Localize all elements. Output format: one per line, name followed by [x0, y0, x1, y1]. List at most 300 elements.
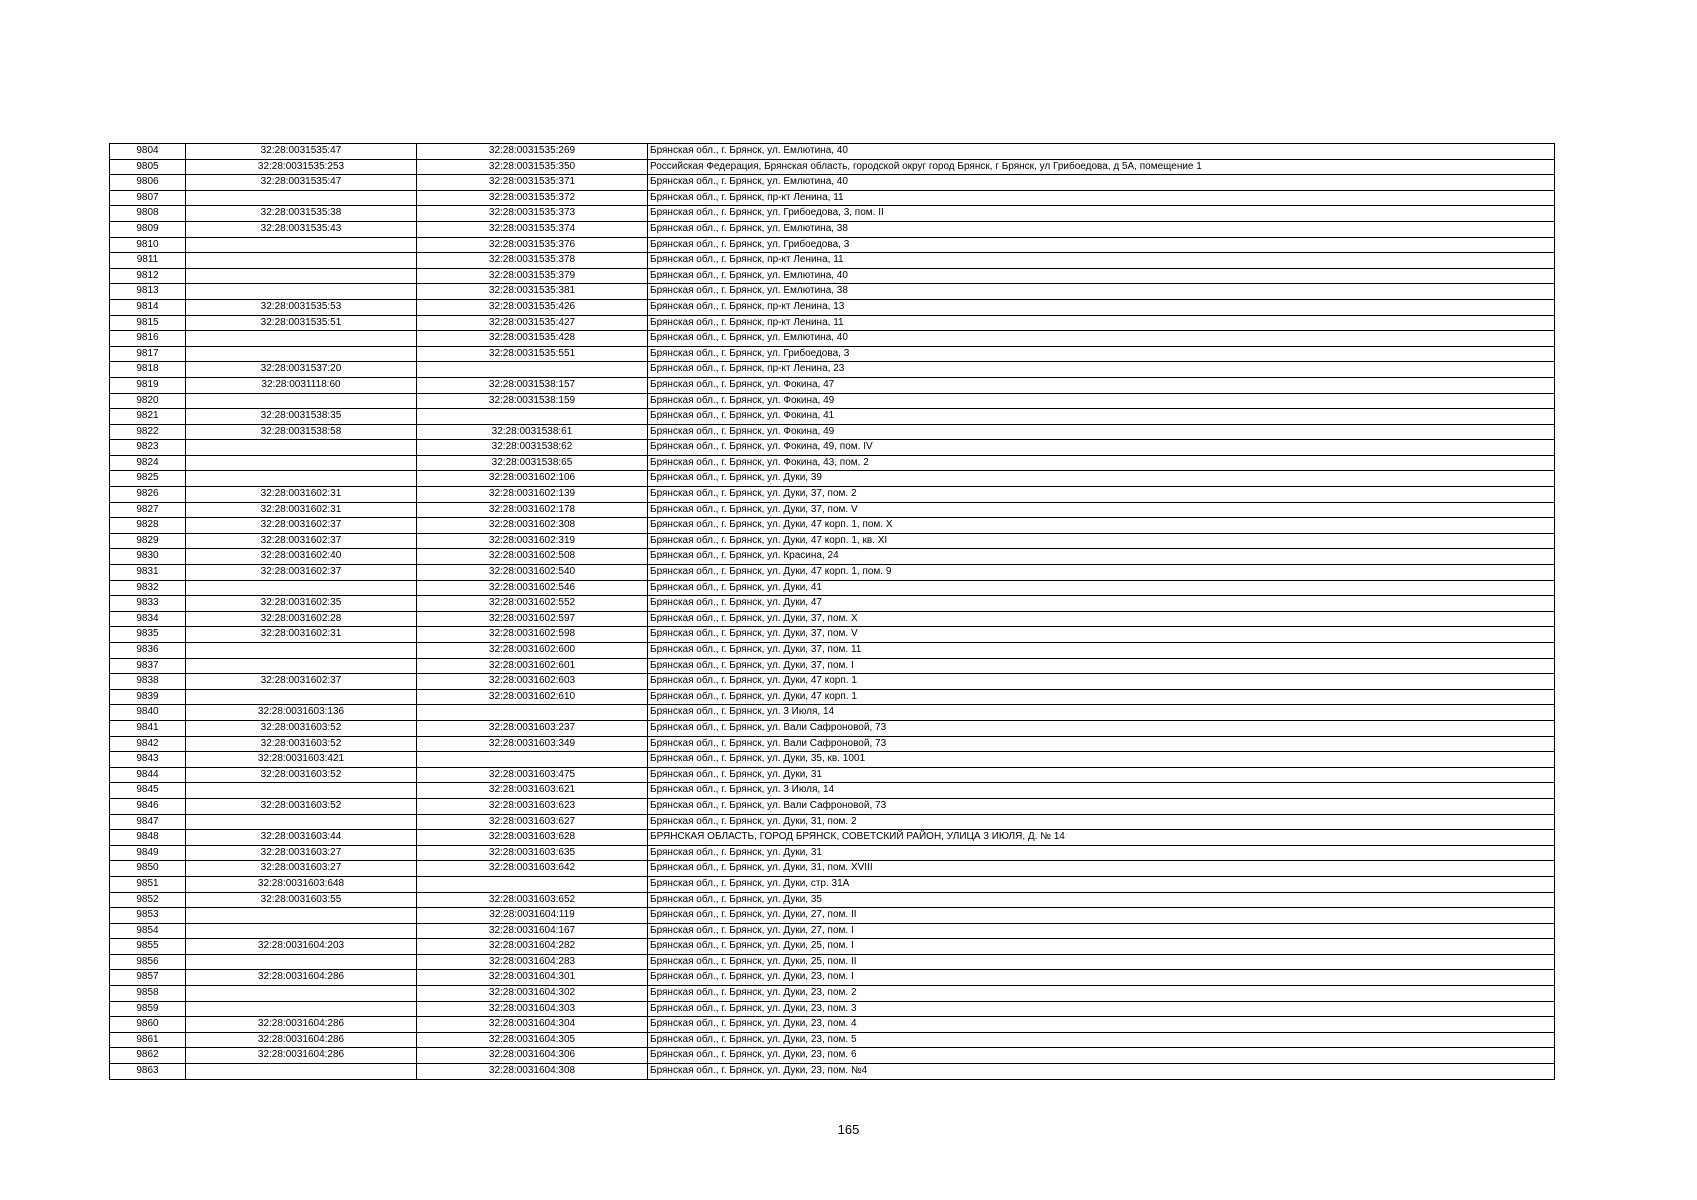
row-number-cell: 9834	[110, 611, 186, 627]
land-cadastral-number-cell: 32:28:0031538:58	[186, 424, 417, 440]
object-cadastral-number-cell: 32:28:0031602:308	[417, 518, 648, 534]
table-row	[110, 346, 1555, 362]
land-cadastral-number-cell: 32:28:0031604:203	[186, 939, 417, 955]
address-cell: Брянская обл., г. Брянск, пр-кт Ленина, 11	[648, 315, 1555, 331]
land-cadastral-number-cell	[186, 284, 417, 300]
land-cadastral-number-cell	[186, 393, 417, 409]
table-row	[110, 377, 1555, 393]
row-number-cell: 9856	[110, 954, 186, 970]
land-cadastral-number-cell: 32:28:0031604:286	[186, 1032, 417, 1048]
row-number-cell: 9830	[110, 549, 186, 565]
row-number-cell: 9861	[110, 1032, 186, 1048]
table-row	[110, 221, 1555, 237]
address-cell: Брянская обл., г. Брянск, пр-кт Ленина, 11	[648, 190, 1555, 206]
object-cadastral-number-cell: 32:28:0031604:304	[417, 1017, 648, 1033]
address-cell: Брянская обл., г. Брянск, ул. Дуки, 31	[648, 767, 1555, 783]
address-cell: Брянская обл., г. Брянск, ул. Емлютина, 38	[648, 221, 1555, 237]
object-cadastral-number-cell: 32:28:0031535:376	[417, 237, 648, 253]
row-number-cell: 9860	[110, 1017, 186, 1033]
land-cadastral-number-cell	[186, 580, 417, 596]
row-number-cell: 9814	[110, 299, 186, 315]
address-cell: Брянская обл., г. Брянск, ул. Дуки, 31, пом. XVIII	[648, 861, 1555, 877]
row-number-cell: 9813	[110, 284, 186, 300]
object-cadastral-number-cell: 32:28:0031602:106	[417, 471, 648, 487]
page-number: 165	[837, 1122, 860, 1137]
address-cell: Брянская обл., г. Брянск, ул. Дуки, 23, пом. 6	[648, 1048, 1555, 1064]
address-cell: Брянская обл., г. Брянск, ул. Дуки, 27, пом. II	[648, 908, 1555, 924]
table-row	[110, 892, 1555, 908]
row-number-cell: 9839	[110, 689, 186, 705]
row-number-cell: 9845	[110, 783, 186, 799]
table-row	[110, 331, 1555, 347]
object-cadastral-number-cell: 32:28:0031604:302	[417, 986, 648, 1002]
land-cadastral-number-cell: 32:28:0031603:27	[186, 845, 417, 861]
land-cadastral-number-cell: 32:28:0031535:253	[186, 159, 417, 175]
object-cadastral-number-cell: 32:28:0031535:378	[417, 253, 648, 269]
row-number-cell: 9818	[110, 362, 186, 378]
table-row	[110, 565, 1555, 581]
object-cadastral-number-cell: 32:28:0031602:178	[417, 502, 648, 518]
row-number-cell: 9820	[110, 393, 186, 409]
object-cadastral-number-cell: 32:28:0031602:540	[417, 565, 648, 581]
table-row	[110, 970, 1555, 986]
address-cell: Брянская обл., г. Брянск, ул. Дуки, 31	[648, 845, 1555, 861]
object-cadastral-number-cell: 32:28:0031602:600	[417, 643, 648, 659]
object-cadastral-number-cell: 32:28:0031538:61	[417, 424, 648, 440]
table-row	[110, 253, 1555, 269]
address-cell: Брянская обл., г. Брянск, ул. Дуки, 37, пом. V	[648, 627, 1555, 643]
address-cell: Брянская обл., г. Брянск, ул. Дуки, 37, пом. V	[648, 502, 1555, 518]
land-cadastral-number-cell: 32:28:0031603:52	[186, 736, 417, 752]
address-cell: Брянская обл., г. Брянск, ул. 3 Июля, 14	[648, 783, 1555, 799]
object-cadastral-number-cell: 32:28:0031535:371	[417, 175, 648, 191]
land-cadastral-number-cell	[186, 190, 417, 206]
table-row	[110, 237, 1555, 253]
row-number-cell: 9848	[110, 830, 186, 846]
address-cell: Брянская обл., г. Брянск, ул. Дуки, 23, пом. 4	[648, 1017, 1555, 1033]
table-row	[110, 440, 1555, 456]
row-number-cell: 9841	[110, 720, 186, 736]
table-row	[110, 533, 1555, 549]
row-number-cell: 9817	[110, 346, 186, 362]
object-cadastral-number-cell: 32:28:0031602:508	[417, 549, 648, 565]
object-cadastral-number-cell	[417, 409, 648, 425]
table-row	[110, 596, 1555, 612]
object-cadastral-number-cell: 32:28:0031604:303	[417, 1001, 648, 1017]
land-cadastral-number-cell	[186, 455, 417, 471]
table-row	[110, 502, 1555, 518]
address-cell: Брянская обл., г. Брянск, ул. 3 Июля, 14	[648, 705, 1555, 721]
row-number-cell: 9842	[110, 736, 186, 752]
row-number-cell: 9823	[110, 440, 186, 456]
object-cadastral-number-cell: 32:28:0031604:283	[417, 954, 648, 970]
table-row	[110, 752, 1555, 768]
address-cell: Брянская обл., г. Брянск, ул. Емлютина, 38	[648, 284, 1555, 300]
table-row	[110, 580, 1555, 596]
object-cadastral-number-cell	[417, 705, 648, 721]
address-cell: Брянская обл., г. Брянск, ул. Дуки, 47 корп. 1, кв. XI	[648, 533, 1555, 549]
land-cadastral-number-cell: 32:28:0031603:52	[186, 720, 417, 736]
row-number-cell: 9826	[110, 487, 186, 503]
row-number-cell: 9825	[110, 471, 186, 487]
address-cell: Брянская обл., г. Брянск, ул. Красина, 24	[648, 549, 1555, 565]
row-number-cell: 9855	[110, 939, 186, 955]
object-cadastral-number-cell: 32:28:0031602:546	[417, 580, 648, 596]
address-cell: Брянская обл., г. Брянск, ул. Фокина, 43, пом. 2	[648, 455, 1555, 471]
row-number-cell: 9846	[110, 798, 186, 814]
address-cell: Брянская обл., г. Брянск, ул. Дуки, 25, пом. II	[648, 954, 1555, 970]
row-number-cell: 9810	[110, 237, 186, 253]
row-number-cell: 9804	[110, 144, 186, 160]
row-number-cell: 9854	[110, 923, 186, 939]
row-number-cell: 9835	[110, 627, 186, 643]
object-cadastral-number-cell: 32:28:0031535:426	[417, 299, 648, 315]
land-cadastral-number-cell: 32:28:0031602:31	[186, 627, 417, 643]
row-number-cell: 9851	[110, 876, 186, 892]
land-cadastral-number-cell	[186, 783, 417, 799]
address-cell: Брянская обл., г. Брянск, ул. Дуки, 47 корп. 1	[648, 689, 1555, 705]
object-cadastral-number-cell: 32:28:0031535:373	[417, 206, 648, 222]
object-cadastral-number-cell: 32:28:0031604:301	[417, 970, 648, 986]
object-cadastral-number-cell: 32:28:0031535:372	[417, 190, 648, 206]
table-row	[110, 299, 1555, 315]
address-cell: Брянская обл., г. Брянск, ул. Вали Сафроновой, 73	[648, 736, 1555, 752]
row-number-cell: 9821	[110, 409, 186, 425]
land-cadastral-number-cell	[186, 954, 417, 970]
object-cadastral-number-cell: 32:28:0031603:237	[417, 720, 648, 736]
object-cadastral-number-cell: 32:28:0031535:427	[417, 315, 648, 331]
object-cadastral-number-cell: 32:28:0031604:119	[417, 908, 648, 924]
land-cadastral-number-cell: 32:28:0031604:286	[186, 970, 417, 986]
address-cell: Брянская обл., г. Брянск, ул. Грибоедова, 3, пом. II	[648, 206, 1555, 222]
object-cadastral-number-cell: 32:28:0031603:621	[417, 783, 648, 799]
address-cell: Брянская обл., г. Брянск, ул. Дуки, 27, пом. I	[648, 923, 1555, 939]
row-number-cell: 9836	[110, 643, 186, 659]
land-cadastral-number-cell: 32:28:0031602:37	[186, 674, 417, 690]
table-row	[110, 1001, 1555, 1017]
object-cadastral-number-cell: 32:28:0031602:319	[417, 533, 648, 549]
table-row	[110, 705, 1555, 721]
object-cadastral-number-cell: 32:28:0031604:306	[417, 1048, 648, 1064]
address-cell: Брянская обл., г. Брянск, ул. Емлютина, 40	[648, 331, 1555, 347]
table-row	[110, 986, 1555, 1002]
table-row	[110, 876, 1555, 892]
table-row	[110, 175, 1555, 191]
table-row	[110, 159, 1555, 175]
object-cadastral-number-cell: 32:28:0031535:551	[417, 346, 648, 362]
table-row	[110, 409, 1555, 425]
land-cadastral-number-cell: 32:28:0031535:47	[186, 144, 417, 160]
address-cell: Брянская обл., г. Брянск, ул. Фокина, 49, пом. IV	[648, 440, 1555, 456]
address-cell: Брянская обл., г. Брянск, ул. Дуки, стр. 31А	[648, 876, 1555, 892]
land-cadastral-number-cell	[186, 1001, 417, 1017]
object-cadastral-number-cell	[417, 752, 648, 768]
object-cadastral-number-cell: 32:28:0031602:597	[417, 611, 648, 627]
land-cadastral-number-cell: 32:28:0031602:28	[186, 611, 417, 627]
row-number-cell: 9852	[110, 892, 186, 908]
table-row	[110, 814, 1555, 830]
land-cadastral-number-cell: 32:28:0031603:44	[186, 830, 417, 846]
row-number-cell: 9805	[110, 159, 186, 175]
table-row	[110, 736, 1555, 752]
table-row	[110, 1017, 1555, 1033]
land-cadastral-number-cell: 32:28:0031535:47	[186, 175, 417, 191]
table-row	[110, 783, 1555, 799]
land-cadastral-number-cell: 32:28:0031602:31	[186, 487, 417, 503]
address-cell: Брянская обл., г. Брянск, пр-кт Ленина, 11	[648, 253, 1555, 269]
table-row	[110, 549, 1555, 565]
land-cadastral-number-cell: 32:28:0031537:20	[186, 362, 417, 378]
address-cell: Брянская обл., г. Брянск, ул. Дуки, 47 корп. 1, пом. X	[648, 518, 1555, 534]
address-cell: Брянская обл., г. Брянск, ул. Дуки, 37, пом. 2	[648, 487, 1555, 503]
table-row	[110, 923, 1555, 939]
row-number-cell: 9862	[110, 1048, 186, 1064]
object-cadastral-number-cell: 32:28:0031603:628	[417, 830, 648, 846]
row-number-cell: 9824	[110, 455, 186, 471]
table-row	[110, 861, 1555, 877]
land-cadastral-number-cell	[186, 440, 417, 456]
object-cadastral-number-cell: 32:28:0031602:598	[417, 627, 648, 643]
address-cell: Брянская обл., г. Брянск, ул. Дуки, 47 корп. 1	[648, 674, 1555, 690]
object-cadastral-number-cell: 32:28:0031535:428	[417, 331, 648, 347]
table-row	[110, 424, 1555, 440]
land-cadastral-number-cell: 32:28:0031118:60	[186, 377, 417, 393]
row-number-cell: 9840	[110, 705, 186, 721]
address-cell: Брянская обл., г. Брянск, ул. Фокина, 41	[648, 409, 1555, 425]
object-cadastral-number-cell: 32:28:0031538:62	[417, 440, 648, 456]
land-cadastral-number-cell: 32:28:0031602:37	[186, 518, 417, 534]
land-cadastral-number-cell: 32:28:0031604:286	[186, 1017, 417, 1033]
land-cadastral-number-cell	[186, 346, 417, 362]
table-row	[110, 798, 1555, 814]
row-number-cell: 9822	[110, 424, 186, 440]
land-cadastral-number-cell: 32:28:0031602:37	[186, 533, 417, 549]
table-row	[110, 939, 1555, 955]
row-number-cell: 9849	[110, 845, 186, 861]
address-cell: БРЯНСКАЯ ОБЛАСТЬ, ГОРОД БРЯНСК, СОВЕТСКИЙ РАЙОН, УЛИЦА 3 ИЮЛЯ, Д. № 14	[648, 830, 1555, 846]
table-row	[110, 658, 1555, 674]
address-cell: Брянская обл., г. Брянск, ул. Фокина, 49	[648, 393, 1555, 409]
table-body	[110, 144, 1555, 1080]
row-number-cell: 9807	[110, 190, 186, 206]
land-cadastral-number-cell: 32:28:0031603:136	[186, 705, 417, 721]
row-number-cell: 9828	[110, 518, 186, 534]
cadastral-table	[109, 143, 1555, 1080]
address-cell: Брянская обл., г. Брянск, ул. Дуки, 37, пом. X	[648, 611, 1555, 627]
row-number-cell: 9837	[110, 658, 186, 674]
row-number-cell: 9833	[110, 596, 186, 612]
object-cadastral-number-cell: 32:28:0031604:305	[417, 1032, 648, 1048]
address-cell: Брянская обл., г. Брянск, ул. Емлютина, 40	[648, 268, 1555, 284]
object-cadastral-number-cell: 32:28:0031603:475	[417, 767, 648, 783]
address-cell: Брянская обл., г. Брянск, ул. Дуки, 47 корп. 1, пом. 9	[648, 565, 1555, 581]
table-row	[110, 674, 1555, 690]
row-number-cell: 9812	[110, 268, 186, 284]
row-number-cell: 9857	[110, 970, 186, 986]
land-cadastral-number-cell: 32:28:0031603:52	[186, 798, 417, 814]
land-cadastral-number-cell: 32:28:0031603:55	[186, 892, 417, 908]
object-cadastral-number-cell: 32:28:0031535:269	[417, 144, 648, 160]
land-cadastral-number-cell: 32:28:0031602:35	[186, 596, 417, 612]
table-row	[110, 1048, 1555, 1064]
object-cadastral-number-cell: 32:28:0031602:552	[417, 596, 648, 612]
table-row	[110, 144, 1555, 160]
address-cell: Брянская обл., г. Брянск, ул. Фокина, 47	[648, 377, 1555, 393]
row-number-cell: 9809	[110, 221, 186, 237]
object-cadastral-number-cell: 32:28:0031602:139	[417, 487, 648, 503]
table-row	[110, 689, 1555, 705]
object-cadastral-number-cell: 32:28:0031602:610	[417, 689, 648, 705]
table-row	[110, 315, 1555, 331]
address-cell: Брянская обл., г. Брянск, ул. Вали Сафроновой, 73	[648, 720, 1555, 736]
table-row	[110, 720, 1555, 736]
table-row	[110, 908, 1555, 924]
table-row	[110, 284, 1555, 300]
object-cadastral-number-cell: 32:28:0031603:349	[417, 736, 648, 752]
row-number-cell: 9829	[110, 533, 186, 549]
land-cadastral-number-cell: 32:28:0031603:421	[186, 752, 417, 768]
address-cell: Брянская обл., г. Брянск, ул. Дуки, 31, пом. 2	[648, 814, 1555, 830]
object-cadastral-number-cell: 32:28:0031538:157	[417, 377, 648, 393]
table-row	[110, 643, 1555, 659]
table-row	[110, 518, 1555, 534]
row-number-cell: 9844	[110, 767, 186, 783]
row-number-cell: 9843	[110, 752, 186, 768]
land-cadastral-number-cell: 32:28:0031535:43	[186, 221, 417, 237]
address-cell: Брянская обл., г. Брянск, ул. Фокина, 49	[648, 424, 1555, 440]
row-number-cell: 9819	[110, 377, 186, 393]
address-cell: Брянская обл., г. Брянск, пр-кт Ленина, 13	[648, 299, 1555, 315]
table-row	[110, 190, 1555, 206]
table-row	[110, 487, 1555, 503]
table-row	[110, 393, 1555, 409]
object-cadastral-number-cell: 32:28:0031535:381	[417, 284, 648, 300]
address-cell: Брянская обл., г. Брянск, пр-кт Ленина, 23	[648, 362, 1555, 378]
address-cell: Брянская обл., г. Брянск, ул. Дуки, 37, пом. 11	[648, 643, 1555, 659]
address-cell: Брянская обл., г. Брянск, ул. Грибоедова, 3	[648, 346, 1555, 362]
address-cell: Брянская обл., г. Брянск, ул. Дуки, 35, кв. 1001	[648, 752, 1555, 768]
object-cadastral-number-cell: 32:28:0031603:652	[417, 892, 648, 908]
row-number-cell: 9806	[110, 175, 186, 191]
land-cadastral-number-cell	[186, 1064, 417, 1080]
land-cadastral-number-cell: 32:28:0031535:38	[186, 206, 417, 222]
land-cadastral-number-cell: 32:28:0031602:37	[186, 565, 417, 581]
table-row	[110, 1064, 1555, 1080]
object-cadastral-number-cell: 32:28:0031538:159	[417, 393, 648, 409]
land-cadastral-number-cell	[186, 658, 417, 674]
object-cadastral-number-cell: 32:28:0031538:65	[417, 455, 648, 471]
table-row	[110, 830, 1555, 846]
address-cell: Брянская обл., г. Брянск, ул. Дуки, 23, пом. №4	[648, 1064, 1555, 1080]
object-cadastral-number-cell	[417, 362, 648, 378]
object-cadastral-number-cell: 32:28:0031604:282	[417, 939, 648, 955]
address-cell: Брянская обл., г. Брянск, ул. Вали Сафроновой, 73	[648, 798, 1555, 814]
table-row	[110, 471, 1555, 487]
row-number-cell: 9863	[110, 1064, 186, 1080]
object-cadastral-number-cell: 32:28:0031535:379	[417, 268, 648, 284]
land-cadastral-number-cell: 32:28:0031535:53	[186, 299, 417, 315]
row-number-cell: 9811	[110, 253, 186, 269]
table-row	[110, 455, 1555, 471]
row-number-cell: 9808	[110, 206, 186, 222]
land-cadastral-number-cell	[186, 908, 417, 924]
address-cell: Российская Федерация, Брянская область, городской округ город Брянск, г Брянск, ул Грибоедова, д 5А, помещение 1	[648, 159, 1555, 175]
row-number-cell: 9853	[110, 908, 186, 924]
object-cadastral-number-cell: 32:28:0031603:635	[417, 845, 648, 861]
land-cadastral-number-cell	[186, 237, 417, 253]
address-cell: Брянская обл., г. Брянск, ул. Емлютина, 40	[648, 175, 1555, 191]
land-cadastral-number-cell: 32:28:0031535:51	[186, 315, 417, 331]
address-cell: Брянская обл., г. Брянск, ул. Дуки, 37, пом. I	[648, 658, 1555, 674]
row-number-cell: 9815	[110, 315, 186, 331]
object-cadastral-number-cell: 32:28:0031602:601	[417, 658, 648, 674]
object-cadastral-number-cell: 32:28:0031535:374	[417, 221, 648, 237]
row-number-cell: 9838	[110, 674, 186, 690]
land-cadastral-number-cell	[186, 923, 417, 939]
land-cadastral-number-cell: 32:28:0031602:40	[186, 549, 417, 565]
table-row	[110, 362, 1555, 378]
land-cadastral-number-cell	[186, 253, 417, 269]
land-cadastral-number-cell: 32:28:0031603:27	[186, 861, 417, 877]
object-cadastral-number-cell: 32:28:0031604:308	[417, 1064, 648, 1080]
address-cell: Брянская обл., г. Брянск, ул. Грибоедова, 3	[648, 237, 1555, 253]
address-cell: Брянская обл., г. Брянск, ул. Дуки, 23, пом. 5	[648, 1032, 1555, 1048]
land-cadastral-number-cell: 32:28:0031604:286	[186, 1048, 417, 1064]
table-row	[110, 206, 1555, 222]
address-cell: Брянская обл., г. Брянск, ул. Дуки, 25, пом. I	[648, 939, 1555, 955]
row-number-cell: 9831	[110, 565, 186, 581]
object-cadastral-number-cell: 32:28:0031604:167	[417, 923, 648, 939]
land-cadastral-number-cell	[186, 986, 417, 1002]
table-row	[110, 627, 1555, 643]
table-row	[110, 767, 1555, 783]
table-row	[110, 1032, 1555, 1048]
land-cadastral-number-cell	[186, 643, 417, 659]
land-cadastral-number-cell: 32:28:0031603:648	[186, 876, 417, 892]
table-row	[110, 845, 1555, 861]
row-number-cell: 9827	[110, 502, 186, 518]
object-cadastral-number-cell: 32:28:0031603:623	[417, 798, 648, 814]
address-cell: Брянская обл., г. Брянск, ул. Дуки, 39	[648, 471, 1555, 487]
object-cadastral-number-cell: 32:28:0031602:603	[417, 674, 648, 690]
address-cell: Брянская обл., г. Брянск, ул. Дуки, 47	[648, 596, 1555, 612]
object-cadastral-number-cell: 32:28:0031603:627	[417, 814, 648, 830]
land-cadastral-number-cell	[186, 331, 417, 347]
row-number-cell: 9850	[110, 861, 186, 877]
table-row	[110, 611, 1555, 627]
land-cadastral-number-cell	[186, 814, 417, 830]
table-row	[110, 954, 1555, 970]
address-cell: Брянская обл., г. Брянск, ул. Емлютина, 40	[648, 144, 1555, 160]
row-number-cell: 9859	[110, 1001, 186, 1017]
address-cell: Брянская обл., г. Брянск, ул. Дуки, 23, пом. 2	[648, 986, 1555, 1002]
object-cadastral-number-cell: 32:28:0031603:642	[417, 861, 648, 877]
land-cadastral-number-cell	[186, 268, 417, 284]
land-cadastral-number-cell: 32:28:0031538:35	[186, 409, 417, 425]
land-cadastral-number-cell: 32:28:0031603:52	[186, 767, 417, 783]
land-cadastral-number-cell	[186, 689, 417, 705]
land-cadastral-number-cell: 32:28:0031602:31	[186, 502, 417, 518]
row-number-cell: 9816	[110, 331, 186, 347]
row-number-cell: 9858	[110, 986, 186, 1002]
address-cell: Брянская обл., г. Брянск, ул. Дуки, 23, пом. I	[648, 970, 1555, 986]
address-cell: Брянская обл., г. Брянск, ул. Дуки, 35	[648, 892, 1555, 908]
row-number-cell: 9832	[110, 580, 186, 596]
land-cadastral-number-cell	[186, 471, 417, 487]
address-cell: Брянская обл., г. Брянск, ул. Дуки, 23, пом. 3	[648, 1001, 1555, 1017]
address-cell: Брянская обл., г. Брянск, ул. Дуки, 41	[648, 580, 1555, 596]
table-row	[110, 268, 1555, 284]
